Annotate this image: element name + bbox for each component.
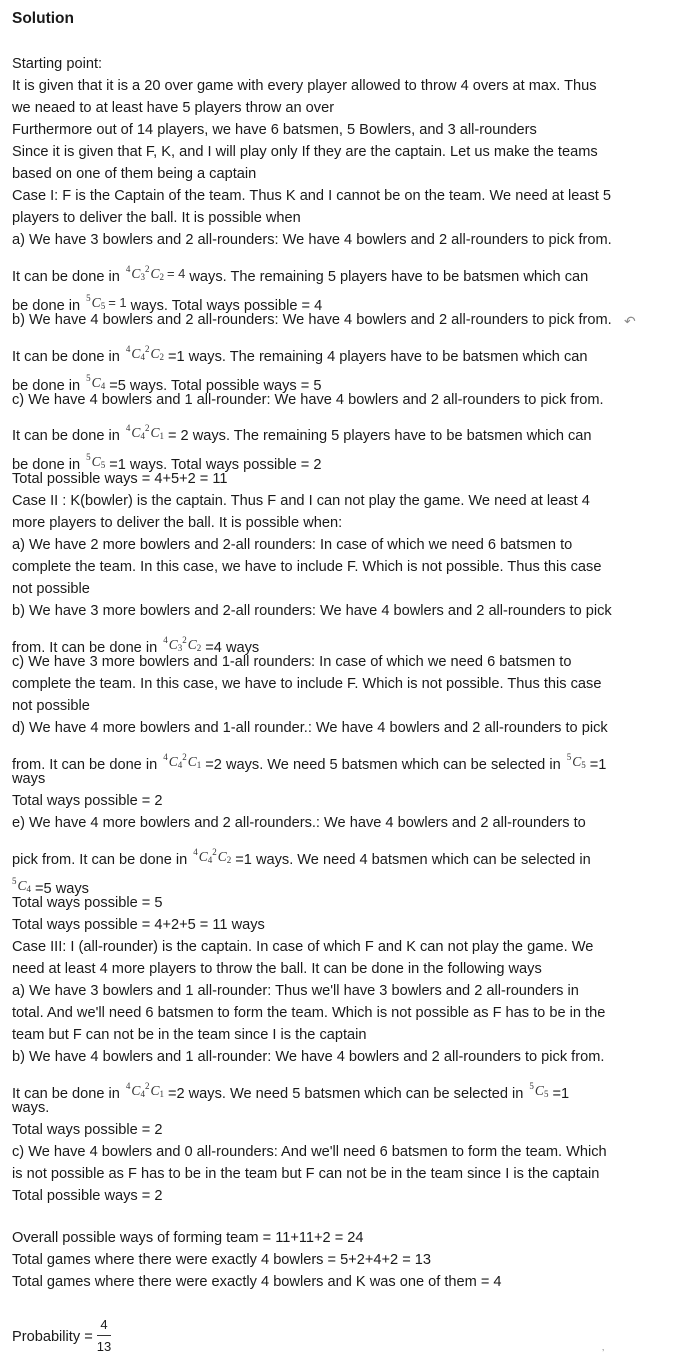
combination-formula: $^5C_5$: [86, 452, 106, 470]
text-line: Case II : K(bowler) is the captain. Thus F and I can not play the game. We need at least 4: [12, 493, 590, 509]
text-line: Total ways possible = 5: [12, 895, 163, 911]
text-line: It can be done in $^4C_3^2C_2 = 4$ ways. The remaining 5 players have to be batsmen which can: [12, 260, 588, 286]
combination-formula: $^4C_3^2C_2$: [163, 635, 202, 653]
text-line: Case III: I (all-rounder) is the captain. In case of which F and K can not play the game. We: [12, 939, 594, 955]
text-line: It can be done in $^4C_4^2C_1 = 2$ ways. The remaining 5 players have to be batsmen which can: [12, 419, 592, 445]
text-line: team but F can not be in the team since I is the captain: [12, 1027, 367, 1043]
text-line: complete the team. In this case, we have to include F. Which is not possible. Thus this case: [12, 676, 602, 692]
text-line: Total ways possible = 2: [12, 793, 163, 809]
text-line: total. And we'll need 6 batsmen to form the team. Which is not possible as F has to be in the: [12, 1005, 606, 1021]
text-line: more players to deliver the ball. It is possible when:: [12, 515, 343, 531]
combination-formula: $^5C_5 = 1$: [86, 293, 127, 311]
combination-formula: $^4C_4^2C_1$: [125, 423, 164, 441]
combination-formula: $^4C_4^2C_1$: [163, 752, 202, 770]
pen-mark: ’: [602, 1348, 605, 1359]
text-line: complete the team. In this case, we have to include F. Which is not possible. Thus this case: [12, 559, 602, 575]
text-line: based on one of them being a captain: [12, 166, 257, 182]
text-line: a) We have 3 bowlers and 2 all-rounders: We have 4 bowlers and 2 all-rounders to pick from.: [12, 232, 612, 248]
text-line: Total ways possible = 4+2+5 = 11 ways: [12, 917, 265, 933]
text-line: Total games where there were exactly 4 bowlers = 5+2+4+2 = 13: [12, 1252, 432, 1268]
text-line: Total ways possible = 2: [12, 1122, 163, 1138]
text-line: is not possible as F has to be in the team but F can not be in the team since I is the captain: [12, 1166, 600, 1182]
text-line: be done in $^5C_5 = 1$ ways. Total ways possible = 4: [12, 289, 322, 315]
combination-formula: $^4C_4^2C_2$: [125, 344, 164, 362]
combination-formula: $^4C_3^2C_2 = 4$: [125, 264, 186, 282]
combination-formula: $^5C_4$: [12, 876, 32, 894]
text-line: b) We have 3 more bowlers and 2-all rounders: We have 4 bowlers and 2 all-rounders to pick: [12, 603, 612, 619]
text-line: It can be done in $^4C_4^2C_1 =2$ ways. We need 5 batsmen which can be selected in $^5C_5 =1$: [12, 1077, 569, 1103]
combination-formula: $^5C_4$: [86, 373, 106, 391]
text-line: not possible: [12, 581, 90, 597]
combination-formula: $^5C_5$: [529, 1081, 549, 1099]
text-line: d) We have 4 more bowlers and 1-all rounder.: We have 4 bowlers and 2 all-rounders to pick: [12, 720, 608, 736]
text-line: e) We have 4 more bowlers and 2 all-rounders.: We have 4 bowlers and 2 all-rounders to: [12, 815, 586, 831]
text-line: It can be done in $^4C_4^2C_2 =1$ ways. The remaining 4 players have to be batsmen which can: [12, 340, 588, 366]
text-line: $^5C_4 =5$ ways: [12, 872, 89, 898]
text-line: need at least 4 more players to throw the ball. It can be done in the following ways: [12, 961, 542, 977]
text-line: Furthermore out of 14 players, we have 6 batsmen, 5 Bowlers, and 3 all-rounders: [12, 122, 537, 138]
text-line: ways.: [12, 1100, 50, 1116]
text-line: b) We have 4 bowlers and 1 all-rounder: We have 4 bowlers and 2 all-rounders to pick from.: [12, 1049, 605, 1065]
text-line: Total possible ways = 4+5+2 = 11: [12, 471, 228, 487]
probability-fraction: $\frac{4}{13}$: [96, 1317, 112, 1354]
pen-mark: ↶: [624, 313, 636, 329]
text-line: we neaed to at least have 5 players throw an over: [12, 100, 335, 116]
solution-title: Solution: [12, 10, 74, 27]
combination-formula: $^4C_4^2C_1$: [125, 1081, 164, 1099]
text-line: Overall possible ways of forming team = 11+11+2 = 24: [12, 1230, 364, 1246]
combination-formula: $^5C_5$: [566, 752, 586, 770]
text-line: be done in $^5C_4 =5$ ways. Total possible ways = 5: [12, 369, 321, 395]
text-line: from. It can be done in $^4C_4^2C_1 =2$ ways. We need 5 batsmen which can be selected in $^5C_5 =1$: [12, 748, 606, 774]
text-line: It is given that it is a 20 over game with every player allowed to throw 4 overs at max. Thus: [12, 78, 597, 94]
text-line: a) We have 3 bowlers and 1 all-rounder: Thus we'll have 3 bowlers and 2 all-rounders in: [12, 983, 579, 999]
text-line: Total games where there were exactly 4 bowlers and K was one of them = 4: [12, 1274, 502, 1290]
text-line: from. It can be done in $^4C_3^2C_2 =4$ ways: [12, 631, 259, 657]
text-line: Case I: F is the Captain of the team. Thus K and I cannot be on the team. We need at least 5: [12, 188, 611, 204]
text-line: Total possible ways = 2: [12, 1188, 163, 1204]
text-line: Starting point:: [12, 56, 103, 72]
text-line: c) We have 4 bowlers and 0 all-rounders: And we'll need 6 batsmen to form the team. Which: [12, 1144, 607, 1160]
probability-line: Probability = $\frac{4}{13}$: [12, 1317, 112, 1354]
text-line: b) We have 4 bowlers and 2 all-rounders: We have 4 bowlers and 2 all-rounders to pick from.: [12, 312, 612, 328]
text-line: players to deliver the ball. It is possible when: [12, 210, 301, 226]
text-line: a) We have 2 more bowlers and 2-all rounders: In case of which we need 6 batsmen to: [12, 537, 573, 553]
text-line: ways: [12, 771, 46, 787]
text-line: be done in $^5C_5 =1$ ways. Total ways possible = 2: [12, 448, 321, 474]
combination-formula: $^4C_4^2C_2$: [193, 847, 232, 865]
text-line: c) We have 4 bowlers and 1 all-rounder: We have 4 bowlers and 2 all-rounders to pick from.: [12, 392, 604, 408]
text-line: Since it is given that F, K, and I will play only If they are the captain. Let us make the teams: [12, 144, 598, 160]
text-line: c) We have 3 more bowlers and 1-all rounders: In case of which we need 6 batsmen to: [12, 654, 572, 670]
text-line: pick from. It can be done in $^4C_4^2C_2 =1$ ways. We need 4 batsmen which can be selected in: [12, 843, 591, 869]
text-line: not possible: [12, 698, 90, 714]
